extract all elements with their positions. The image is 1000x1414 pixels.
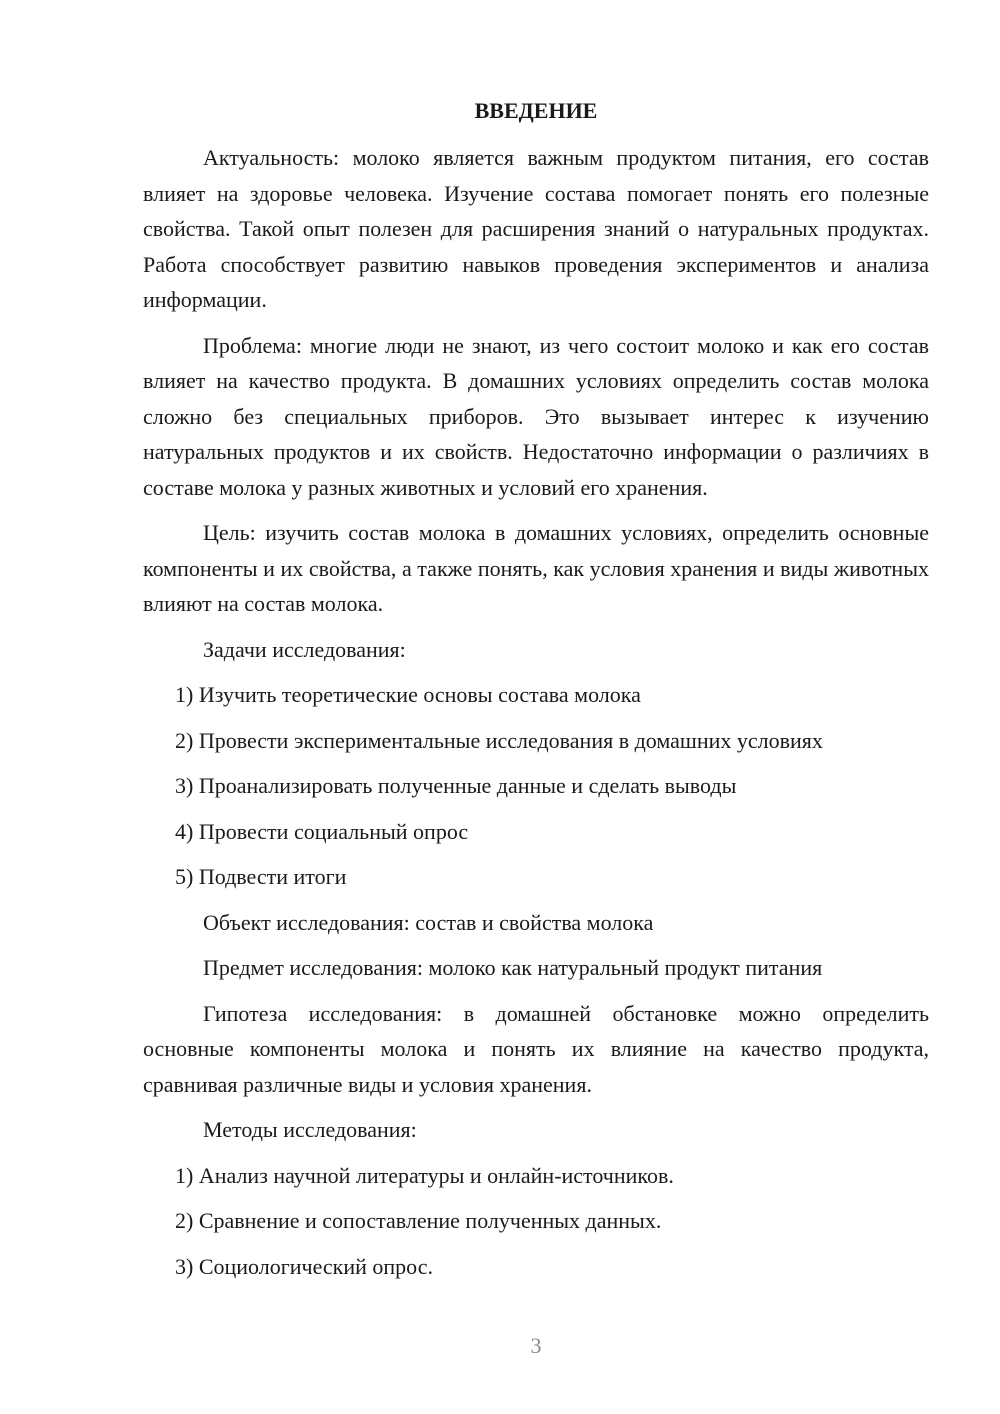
section-title: ВВЕДЕНИЕ (474, 98, 598, 123)
document-page (143, 96, 929, 1294)
hypothesis-paragraph: Гипотеза исследования: в домашней обстановке можно определить основные компоненты молока и понять их влияние на качество продукта, сравнивая различные виды и условия хранения. (143, 1000, 929, 1097)
object-line: Объект исследования: состав и свойства молока (203, 909, 654, 935)
tasks-heading: Задачи исследования: (203, 636, 406, 662)
methods-list (143, 1158, 929, 1285)
task-item: 1) Изучить теоретические основы состава молока (175, 682, 641, 707)
task-item: 2) Провести экспериментальные исследования в домашних условиях (175, 727, 823, 753)
goal-paragraph: Цель: изучить состав молока в домашних условиях, определить основные компоненты и их свойства, а также понять, как условия хранения и виды животных влияют на состав молока. (143, 520, 929, 616)
method-item: 3) Социологический опрос. (175, 1253, 433, 1279)
methods-heading: Методы исследования: (203, 1117, 417, 1142)
task-item: 5) Подвести итоги (175, 864, 347, 889)
problem-paragraph: Проблема: многие люди не знают, из чего состоит молоко и как его состав влияет на качество продукта. В домашних условиях определить состав молока сложно без специальных приборов. Это вызывает интерес к изучению натуральных продуктов и их свойств. Недостаточно информации о различиях в составе молока у разных животных и условий его хранения. (143, 332, 929, 500)
method-item: 2) Сравнение и сопоставление полученных данных. (175, 1208, 662, 1233)
method-item: 1) Анализ научной литературы и онлайн-источников. (175, 1162, 674, 1188)
task-item: 3) Проанализировать полученные данные и сделать выводы (175, 773, 737, 798)
page-number: 3 (530, 1333, 542, 1358)
relevance-paragraph: Актуальность: молоко является важным продуктом питания, его состав влияет на здоровье человека. Изучение состава помогает понять его полезные свойства. Такой опыт полезен для расширения знаний о натуральных продуктах. Работа способствует развитию навыков проведения экспериментов и анализа информации. (143, 145, 929, 312)
subject-line: Предмет исследования: молоко как натуральный продукт питания (203, 955, 823, 980)
tasks-list (143, 677, 929, 895)
task-item: 4) Провести социальный опрос (175, 818, 469, 844)
